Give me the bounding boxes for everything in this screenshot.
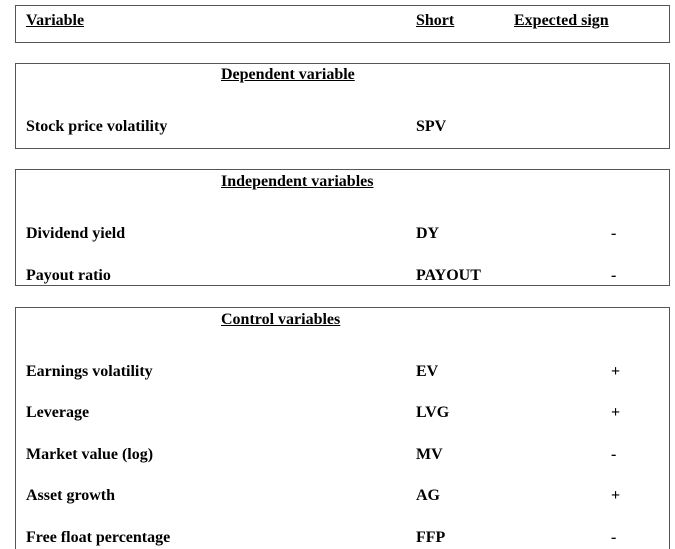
control-row-short: EV xyxy=(416,363,439,380)
independent-section-title: Independent variables xyxy=(221,173,374,190)
control-row-variable: Leverage xyxy=(26,404,90,421)
dependent-row-variable: Stock price volatility xyxy=(26,118,168,135)
control-row-sign: + xyxy=(611,404,621,421)
control-section-box xyxy=(15,307,670,549)
control-row-sign: + xyxy=(611,363,621,380)
control-row-variable: Asset growth xyxy=(26,487,116,504)
independent-row-short: PAYOUT xyxy=(416,267,481,284)
control-row-short: AG xyxy=(416,487,440,504)
independent-row-sign: - xyxy=(611,267,617,284)
control-row-sign: - xyxy=(611,446,617,463)
independent-row-short: DY xyxy=(416,225,440,242)
dependent-section-title: Dependent variable xyxy=(221,66,355,83)
control-row-short: LVG xyxy=(416,404,450,421)
control-row-variable: Market value (log) xyxy=(26,446,154,463)
control-row-short: MV xyxy=(416,446,443,463)
header-variable: Variable xyxy=(26,12,85,29)
control-row-sign: - xyxy=(611,529,617,546)
independent-row-sign: - xyxy=(611,225,617,242)
control-row-sign: + xyxy=(611,487,621,504)
dependent-row-short: SPV xyxy=(416,118,447,135)
header-expected-sign: Expected sign xyxy=(514,12,609,29)
independent-row-variable: Dividend yield xyxy=(26,225,126,242)
control-row-short: FFP xyxy=(416,529,446,546)
independent-row-variable: Payout ratio xyxy=(26,267,111,284)
control-row-variable: Free float percentage xyxy=(26,529,171,546)
header-short: Short xyxy=(416,12,455,29)
control-section-title: Control variables xyxy=(221,311,341,328)
control-row-variable: Earnings volatility xyxy=(26,363,153,380)
